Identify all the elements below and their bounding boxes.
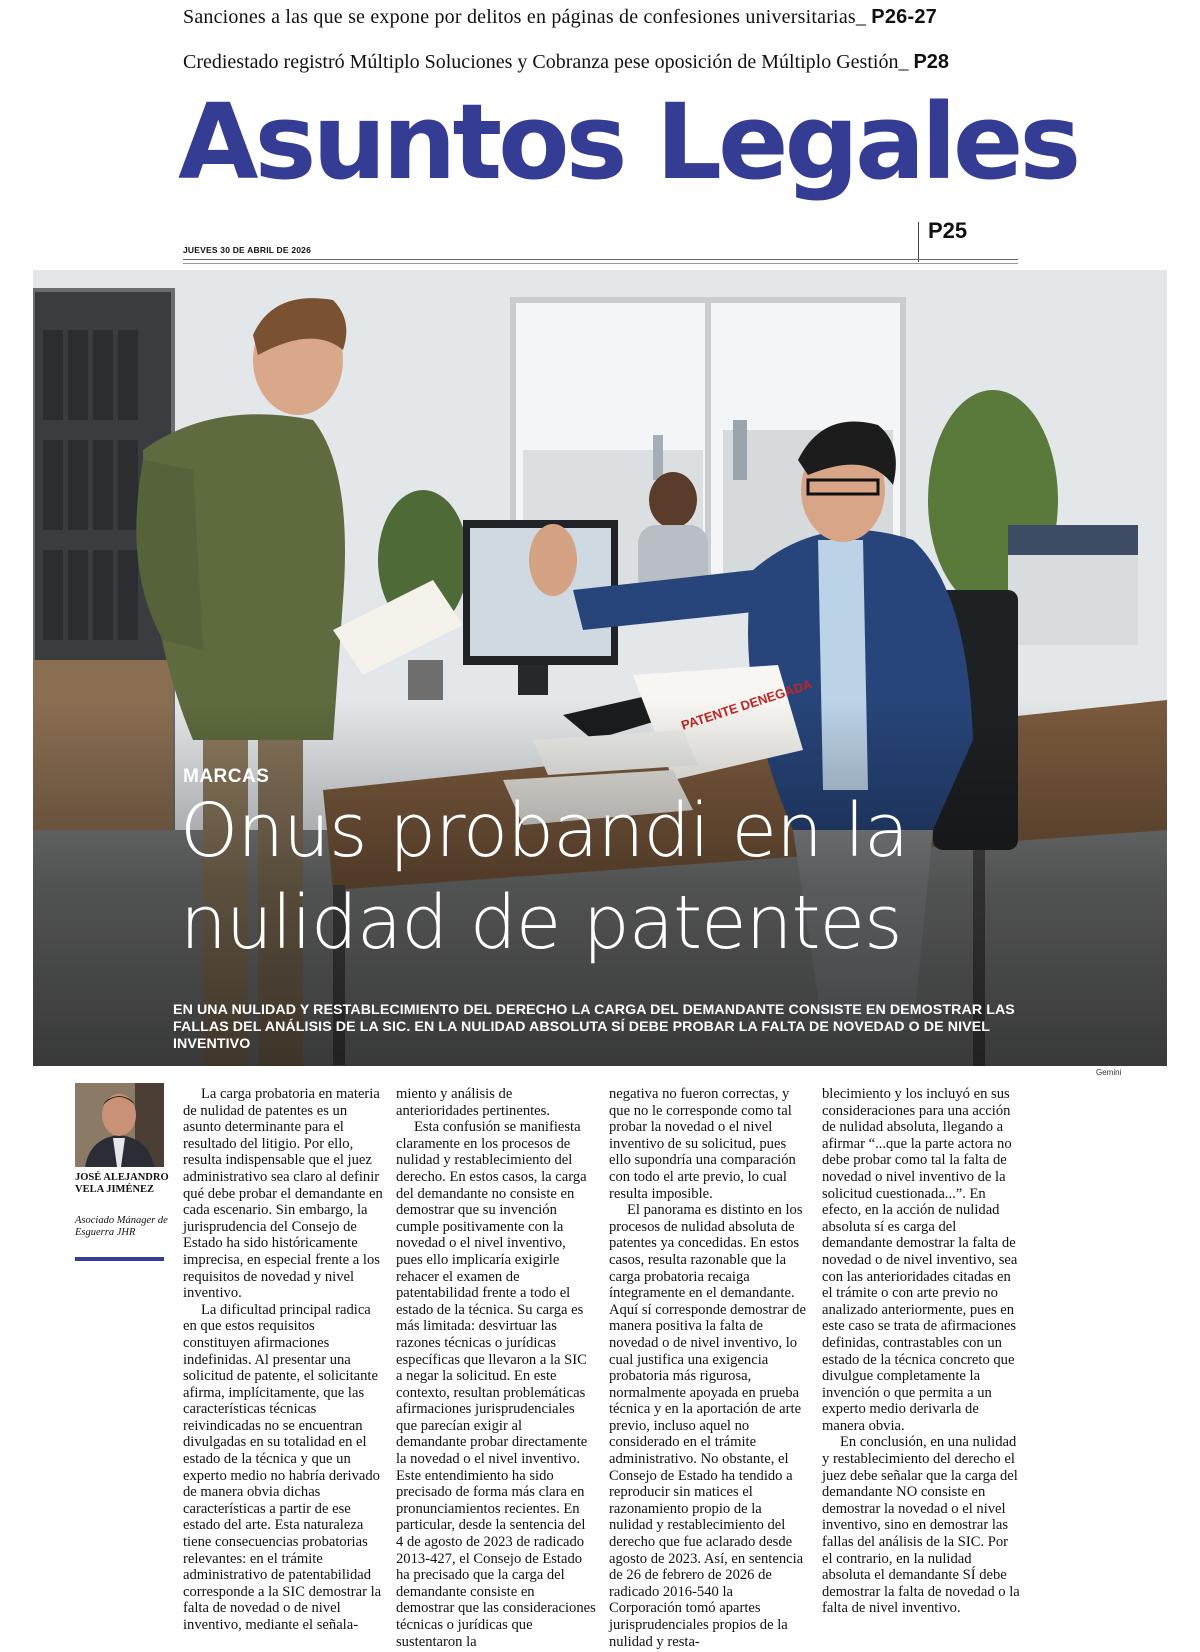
body-paragraph: Esta confusión se manifiesta claramente en los procesos de nulidad y restablecimiento del derecho. En estos casos, la carga del demandante no consiste en demostrar que su invención cumple positivamente con la novedad o el nivel inventivo, pues ello implicaría exigirle rehacer el examen de patentabilidad frente a todo el estado de la técnica. Su carga es más limitada: desvirtuar las razones técnicas o jurídicas específicas que llevaron a la SIC a negar la solicitud. En este contexto, resultan problemáticas afirmaciones jurisprudenciales que parecían exigir al demandante probar directamente la novedad o el nivel inventivo. Este entendimiento ha sido precisado de forma más clara en pronunciamientos recientes. En particular, desde la sentencia del 4 de agosto de 2023 de radicado 2013-427, el Consejo de Estado ha precisado que la carga del demandante consiste en demostrar que las consideraciones técnicas o jurídicas que sustentaron la xyxy=(396,1119,596,1650)
author-accent-bar xyxy=(75,1257,164,1261)
teaser-crediestado[interactable]: Crediestado registró Múltiplo Soluciones y Cobranza pese oposición de Múltiplo Gestión_ P28 xyxy=(183,51,950,73)
body-column xyxy=(609,1086,809,1650)
author-role: Asociado Mánager de Esguerra JHR xyxy=(75,1215,168,1238)
headline-line: Onus probandi en la xyxy=(180,788,909,874)
article-deck: EN UNA NULIDAD Y RESTABLECIMIENTO DEL DERECHO LA CARGA DEL DEMANDANTE CONSISTE EN DEMOSTRAR LAS FALLAS DEL ANÁLISIS DE LA SIC. EN LA NULIDAD ABSOLUTA SÍ DEBE PROBAR LA FALTA DE NOVEDAD O DE NIVEL INVENTIVO xyxy=(173,1002,1015,1052)
author-photo xyxy=(75,1083,164,1167)
author-name: JOSÉ ALEJANDRO VELA JIMÉNEZ xyxy=(75,1172,169,1195)
teaser-sanciones[interactable]: Sanciones a las que se expone por delitos en páginas de confesiones universitarias_ P26-27 xyxy=(183,6,937,28)
body-paragraph: blecimiento y los incluyó en sus consideraciones para una acción de nulidad absoluta, llegando a afirmar “...que la parte actora no debe probar como tal la falta de novedad o nivel inventivo de la solicitud cuestionada...”. En efecto, en la acción de nulidad absoluta sí es carga del demandante demostrar la falta de novedad o de nivel inventivo, sea con las anterioridades citadas en el trámite o con arte previo no analizado anteriormente, pues en este caso se trata de afirmaciones definidas, contrastables con un estado de la técnica concreto que divulgue completamente la invención o que permita a un experto medio derivarla de manera obvia. xyxy=(822,1086,1018,1434)
headline-line: nulidad de patentes xyxy=(180,880,902,966)
divider xyxy=(183,259,1018,260)
section-label: MARCAS xyxy=(183,766,270,787)
body-paragraph: En conclusión, en una nulidad y restablecimiento del derecho el juez debe señalar que la carga del demandante NO consiste en demostrar la novedad o el nivel inventivo, sino en demostrar las fallas del análisis de la SIC. Por el contrario, en la nulidad absoluta el demandante SÍ debe demostrar la falta de novedad o la falta de nivel inventivo. xyxy=(822,1434,1020,1617)
article-headline xyxy=(180,785,980,969)
divider xyxy=(183,263,1018,264)
author-portrait xyxy=(75,1083,164,1167)
divider xyxy=(918,222,919,262)
page-number: P25 xyxy=(928,218,968,243)
body-column xyxy=(396,1086,596,1650)
teaser-page-ref: P28 xyxy=(913,51,950,73)
body-paragraph: El panorama es distinto en los procesos de nulidad absoluta de patentes ya concedidas. En estos casos, resulta razonable que la carga probatoria recaiga íntegramente en el demandante. Aquí sí corresponde demostrar de manera positiva la falta de novedad o de nivel inventivo, lo cual justifica una exigencia probatoria más rigurosa, normalmente apoyada en prueba técnica y en la aportación de arte previo, incluso aquel no considerado en el trámite administrativo. No obstante, el Consejo de Estado ha tendido a reproducir sin matices el razonamiento propio de la nulidad y restablecimiento del derecho que fue aclarado desde agosto de 2023. Así, en sentencia de 26 de febrero de 2026 de radicado 2016-540 la Corporación tomó apartes jurisprudenciales propios de la nulidad y resta- xyxy=(609,1202,806,1650)
body-column xyxy=(183,1086,383,1634)
masthead-logo: Asuntos Legales xyxy=(178,81,1078,203)
body-paragraph: La dificultad principal radica en que estos requisitos constituyen afirmaciones indefinidas. Al presentar una solicitud de patente, el solicitante afirma, implícitamente, que las características técnicas reivindicadas no se encuentran divulgadas en su totalidad en el estado de la técnica y que un experto medio no habría derivado de manera obvia dichas características a partir de ese estado del arte. Esta naturaleza tiene consecuencias probatorias relevantes: en el trámite administrativo de patentabilidad corresponde a la SIC demostrar la falta de novedad o de nivel inventivo, mediante el señala- xyxy=(183,1301,382,1633)
body-paragraph: negativa no fueron correctas, y que no le corresponde como tal probar la novedad o el nivel inventivo de su solicitud, pues ello supondría una comparación con todo el arte previo, lo cual resulta imposible. xyxy=(609,1086,796,1202)
body-paragraph: La carga probatoria en materia de nulidad de patentes es un asunto determinante para el resultado del litigio. Por ello, resulta indispensable que el juez administrativo sea claro al definir qué debe probar el demandante en cada escenario. Sin embargo, la jurisprudencia del Consejo de Estado ha sido históricamente imprecisa, en especial frente a los requisitos de novedad y nivel inventivo. xyxy=(183,1086,383,1302)
body-paragraph: miento y análisis de anterioridades pertinentes. xyxy=(396,1086,550,1119)
body-column xyxy=(822,1086,1022,1617)
hero-photo xyxy=(33,270,1167,1066)
photo-credit: Gemini xyxy=(1096,1068,1122,1077)
dateline: JUEVES 30 DE ABRIL DE 2026 xyxy=(183,245,312,255)
teaser-page-ref: P26-27 xyxy=(871,6,937,28)
